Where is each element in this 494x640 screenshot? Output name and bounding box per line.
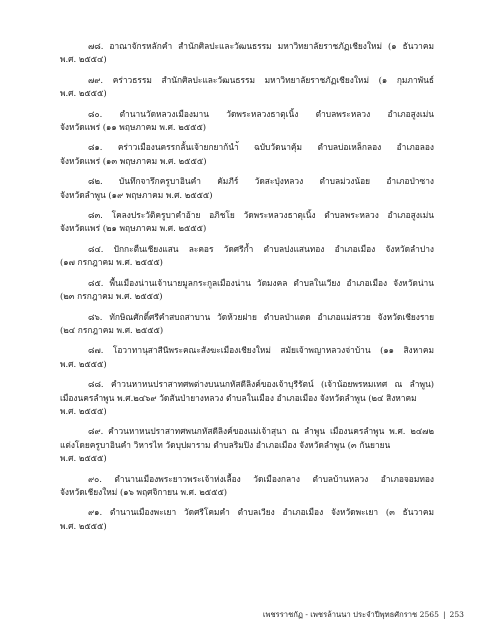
entry-continuation-line: จังหวัดแพร่ (๒๑ พฤษภาคม พ.ศ. ๒๕๕๕) (60, 223, 207, 234)
reference-entry (60, 108, 434, 135)
entry-first-line: ๗๘. อาณาจักรหลักคำ สำนักศิลปะและวัฒนธรรม มหาวิทยาลัยราชภัฏเชียงใหม่ (๑ ธันวาคม (88, 41, 434, 51)
entry-spacer (60, 371, 434, 378)
reference-entry (60, 473, 434, 500)
entry-spacer (60, 168, 434, 175)
reference-entry (60, 141, 434, 168)
entry-first-line: ๘๖. ทักษิณศักดิ์ศรีคำสบถสาบาน วัดห้วยฝาย ตำบลป่าแดด อำเภอแม่สรวย จังหวัดเชียงราย (88, 311, 434, 322)
entry-spacer (60, 67, 434, 74)
entry-first-line: ๗๙. คร่าวธรรม สำนักศิลปะและวัฒนธรรม มหาวิทยาลัยราชภัฏเชียงใหม่ (๑ กุมภาพันธ์ (88, 74, 434, 85)
page-footer (263, 610, 464, 620)
reference-entry (60, 425, 434, 465)
entry-continuation-line: พ.ศ. ๒๕๕๕) (60, 520, 107, 531)
reference-entry (60, 243, 434, 270)
entry-first-line: ๘๐. ตำนานวัดหลวงเมืองมาน วัดพระหลวงธาตุเนิ้ง ตำบลพระหลวง อำเภอสูงเม่น (88, 108, 434, 119)
entry-first-line: ๙๐. ตำนานเมืองพระยาวพระเจ้าห่งเลื้อง วัดเมืองกลาง ตำบลบ้านหลวง อำเภอจอมทอง (88, 473, 434, 484)
entry-continuation-line: (๒๓ กรกฎาคม พ.ศ. ๒๕๕๕) (60, 291, 163, 302)
entry-continuation-line: พ.ศ. ๒๕๕๕) (60, 453, 107, 464)
entry-continuation-line: จังหวัดเชียงใหม่ (๑๖ พฤศจิกายน พ.ศ. ๒๕๕๕) (60, 486, 228, 497)
entry-spacer (60, 101, 434, 108)
entry-continuation-line: พ.ศ. ๒๕๕๕) (60, 358, 107, 369)
reference-entry (60, 344, 434, 371)
entry-continuation-line: จังหวัดแพร่ (๑๓ พฤษภาคม พ.ศ. ๒๕๕๕) (60, 155, 207, 166)
entry-first-line: ๘๑. คร่าวเมืองนครรกลั้นเจ้ายกยาก้นำ้ ฉบับวัดนาคุ้ม ตำบลบ่อเหล็กลอง อำเภอลอง (88, 142, 434, 153)
reference-entry (60, 40, 434, 67)
entry-spacer (60, 236, 434, 243)
footer-title: เพชรราชกัฏ - เพชรล้านนา ประจำปีพุทธศักราช 2565 (262, 610, 439, 619)
entry-continuation-line: จังหวัดแพร่ (๑๑ พฤษภาคม พ.ศ. ๒๕๕๕) (60, 122, 207, 133)
reference-entry (60, 277, 434, 304)
entry-first-line: ๘๓. โคลงประวัติครูบาคำอ้าย อภิชโย วัดพระหลวงธาตุเนิ้ง ตำบลพระหลวง อำเภอสูงเม่น (88, 210, 434, 221)
entry-first-line: ๘๔. ปักกะตืนเชียงแสน ละคอร วัดศรีก้ำ ตำบลปงแสนทอง อำเภอเมือง จังหวัดลำปาง (88, 243, 434, 254)
entry-first-line: ๘๒. บันทึกจารึกครูบาอินคำ คัมภีร์ วัดสะปุ่งหลวง ตำบลม่วงน้อย อำเภอป่าซาง (88, 176, 434, 187)
entry-spacer (60, 466, 434, 473)
reference-entry (60, 209, 434, 236)
reference-entry (60, 378, 434, 418)
entry-continuation-line: พ.ศ. ๒๕๕๕) (60, 405, 107, 416)
reference-entry (60, 506, 434, 533)
entry-spacer (60, 134, 434, 141)
entry-first-line: ๘๙. คำวนหาหนปราสาทศพนกหัสดีลิงค์ของแม่เจ้าสุนา ณ ลำพูน เมืองนครลำพูน พ.ศ. ๒๔๗๒ (88, 426, 434, 437)
entry-continuation-line: (๒๔ กรกฎาคม พ.ศ. ๒๕๕๕) (60, 324, 164, 335)
entry-continuation-line: พ.ศ. ๒๕๕๔) (60, 54, 107, 65)
entry-first-line: ๙๑. ตำนานเมืองพะเยา วัดศรีโคมคำ ตำบลเวียง อำเภอเมือง จังหวัดพะเยา (๓ ธันวาคม (88, 507, 434, 518)
entry-first-line: ๘๕. พื้นเมืองน่านเจ้านายมูลกระกูลเมืองน่าน วัดมงคล ตำบลในเวียง อำเภอเมือง จังหวัดน่าน (88, 277, 434, 288)
entry-continuation-line: แต่งโดยครูบาอินคำ วิหารไท วัดบุปผาราม ตำบลริมปิง อำเภอเมือง จังหวัดลำพูน (๓ กันยายน (60, 439, 391, 450)
entry-spacer (60, 337, 434, 344)
entry-first-line: ๘๗. โอวาทานุสาสีนีพระคณะสังฆะเมืองเชียงใหม่ สมัยเจ้าพญาหลวงจ่าบ้าน (๑๑ สิงหาคม (88, 345, 434, 356)
entry-spacer (60, 202, 434, 209)
reference-entry (60, 311, 434, 338)
entry-continuation-line: พ.ศ. ๒๕๕๕) (60, 88, 107, 99)
reference-entry (60, 175, 434, 202)
footer-separator: | (442, 610, 446, 619)
entry-continuation-line: เมืองนครลำพูน พ.ศ.๒๔๖๙ วัดสันป่ายางหลวง ตำบลในเมือง อำเภอเมือง จังหวัดลำพูน (๒๔ สิงหาคม (60, 392, 417, 403)
entry-first-line: ๘๘. คำวนหาหนปราสาทศพต่างบนนกหัสดีลิงค์ของเจ้าบุรีรัตน์ (เจ้าน้อยพรหมเทศ ณ ลำพูน) (88, 379, 434, 390)
entry-spacer (60, 418, 434, 425)
entry-continuation-line: จังหวัดลำพูน (๑๙ พฤษภาคม พ.ศ. ๒๕๕๕) (60, 189, 213, 200)
entry-spacer (60, 270, 434, 277)
entry-spacer (60, 304, 434, 311)
reference-list (60, 40, 434, 540)
entry-continuation-line: (๑๗ กรกฎาคม พ.ศ. ๒๕๕๕) (60, 257, 163, 268)
reference-entry (60, 74, 434, 101)
entry-spacer (60, 533, 434, 540)
page-number: 253 (449, 610, 464, 619)
entry-spacer (60, 499, 434, 506)
